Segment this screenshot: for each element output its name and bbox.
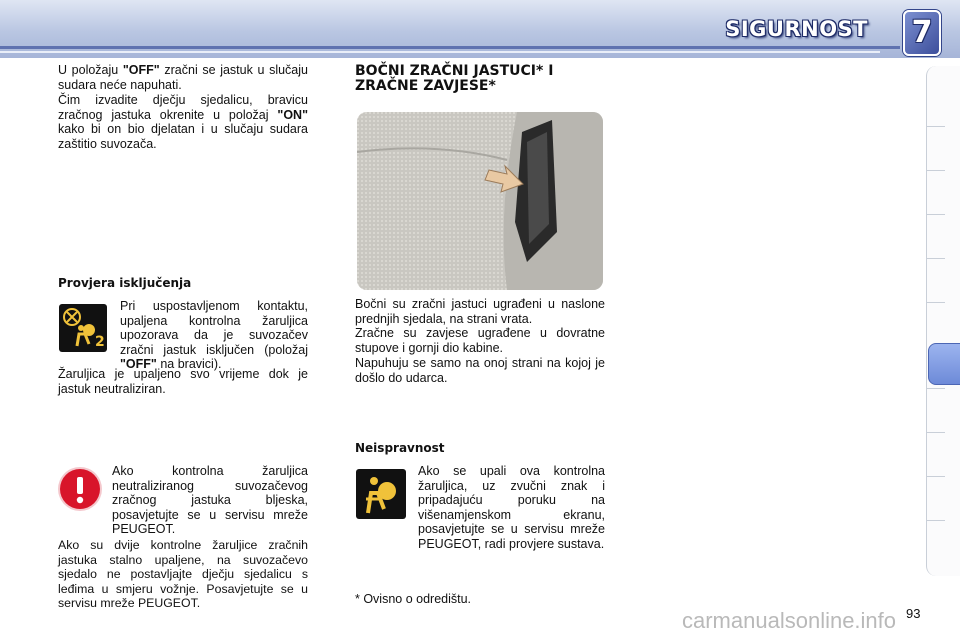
chapter-tab-active[interactable] bbox=[928, 343, 960, 385]
chapter-number: 7 bbox=[911, 15, 933, 50]
airbag-off-warning-icon bbox=[59, 304, 107, 352]
side-airbags-paragraph-1: Bočni su zračni jastuci ugrađeni u naslone prednjih sjedala, na strani vrata. bbox=[355, 297, 605, 326]
footnote: * Ovisno o odredištu. bbox=[355, 592, 472, 606]
side-airbags-paragraph-3: Napuhuju se samo na onoj strani na kojoj je došlo do udarca. bbox=[355, 356, 605, 385]
section-title: SIGURNOST bbox=[725, 17, 868, 41]
side-airbags-paragraph-2: Zračne su zavjese ugrađene u dovratne stupove i gornji dio kabine. bbox=[355, 326, 605, 355]
watermark: carmanualsonline.info bbox=[682, 608, 897, 633]
warning-paragraph: Ako kontrolna žaruljica neutraliziranog suvozačevog zračnog jastuka bljeska, posavjetujte se u servisu mreže PEUGEOT. bbox=[112, 464, 308, 536]
warning-paragraph-2: Ako su dvije kontrolne žaruljice zračnih jastuka stalno upaljene, na suvozačevo sjedalo ne postavljajte dječju sjedalicu s leđima u smjeru vožnje. Posavjetujte se u servisu mreže PEUGEOT. bbox=[58, 538, 308, 610]
header-rule-light bbox=[0, 51, 880, 53]
check-heading: Provjera isključenja bbox=[58, 276, 192, 290]
fault-paragraph: Ako se upali ova kontrolna žaruljica, uz zvučni znak i pripadajuću poruku na višenamjenskom ekranu, posavjetujte se u servisu mreže PEUGEOT, radi provjere sustava. bbox=[418, 464, 605, 551]
side-airbags-heading: BOČNI ZRAČNI JASTUCI* I ZRAČNE ZAVJESE* bbox=[355, 63, 554, 94]
check-paragraph-1: Pri uspostavljenom kontaktu, upaljena kontrolna žaruljica upozorava da je suvozačev zračni jastuk isključen (položaj "OFF" na bravici). bbox=[120, 299, 308, 371]
chapter-tabs bbox=[926, 66, 960, 576]
check-paragraph-2: Žaruljica je upaljeno svo vrijeme dok je jastuk neutraliziran. bbox=[58, 367, 308, 396]
seat-airbag-photo bbox=[357, 112, 603, 290]
svg-text:2: 2 bbox=[95, 334, 105, 350]
intro-paragraph-2: Čim izvadite dječju sjedalicu, bravicu zračnog jastuka okrenite u položaj "ON" kako bi on bio djelatan i u slučaju sudara zaštitio suvozača. bbox=[58, 93, 308, 151]
intro-paragraph-1: U položaju "OFF" zračni se jastuk u slučaju sudara neće napuhati. bbox=[58, 63, 308, 92]
airbag-warning-icon bbox=[356, 469, 406, 519]
header-rule bbox=[0, 46, 900, 49]
exclamation-alert-icon bbox=[60, 469, 100, 509]
page-number: 93 bbox=[906, 606, 921, 621]
fault-heading: Neispravnost bbox=[355, 441, 445, 455]
